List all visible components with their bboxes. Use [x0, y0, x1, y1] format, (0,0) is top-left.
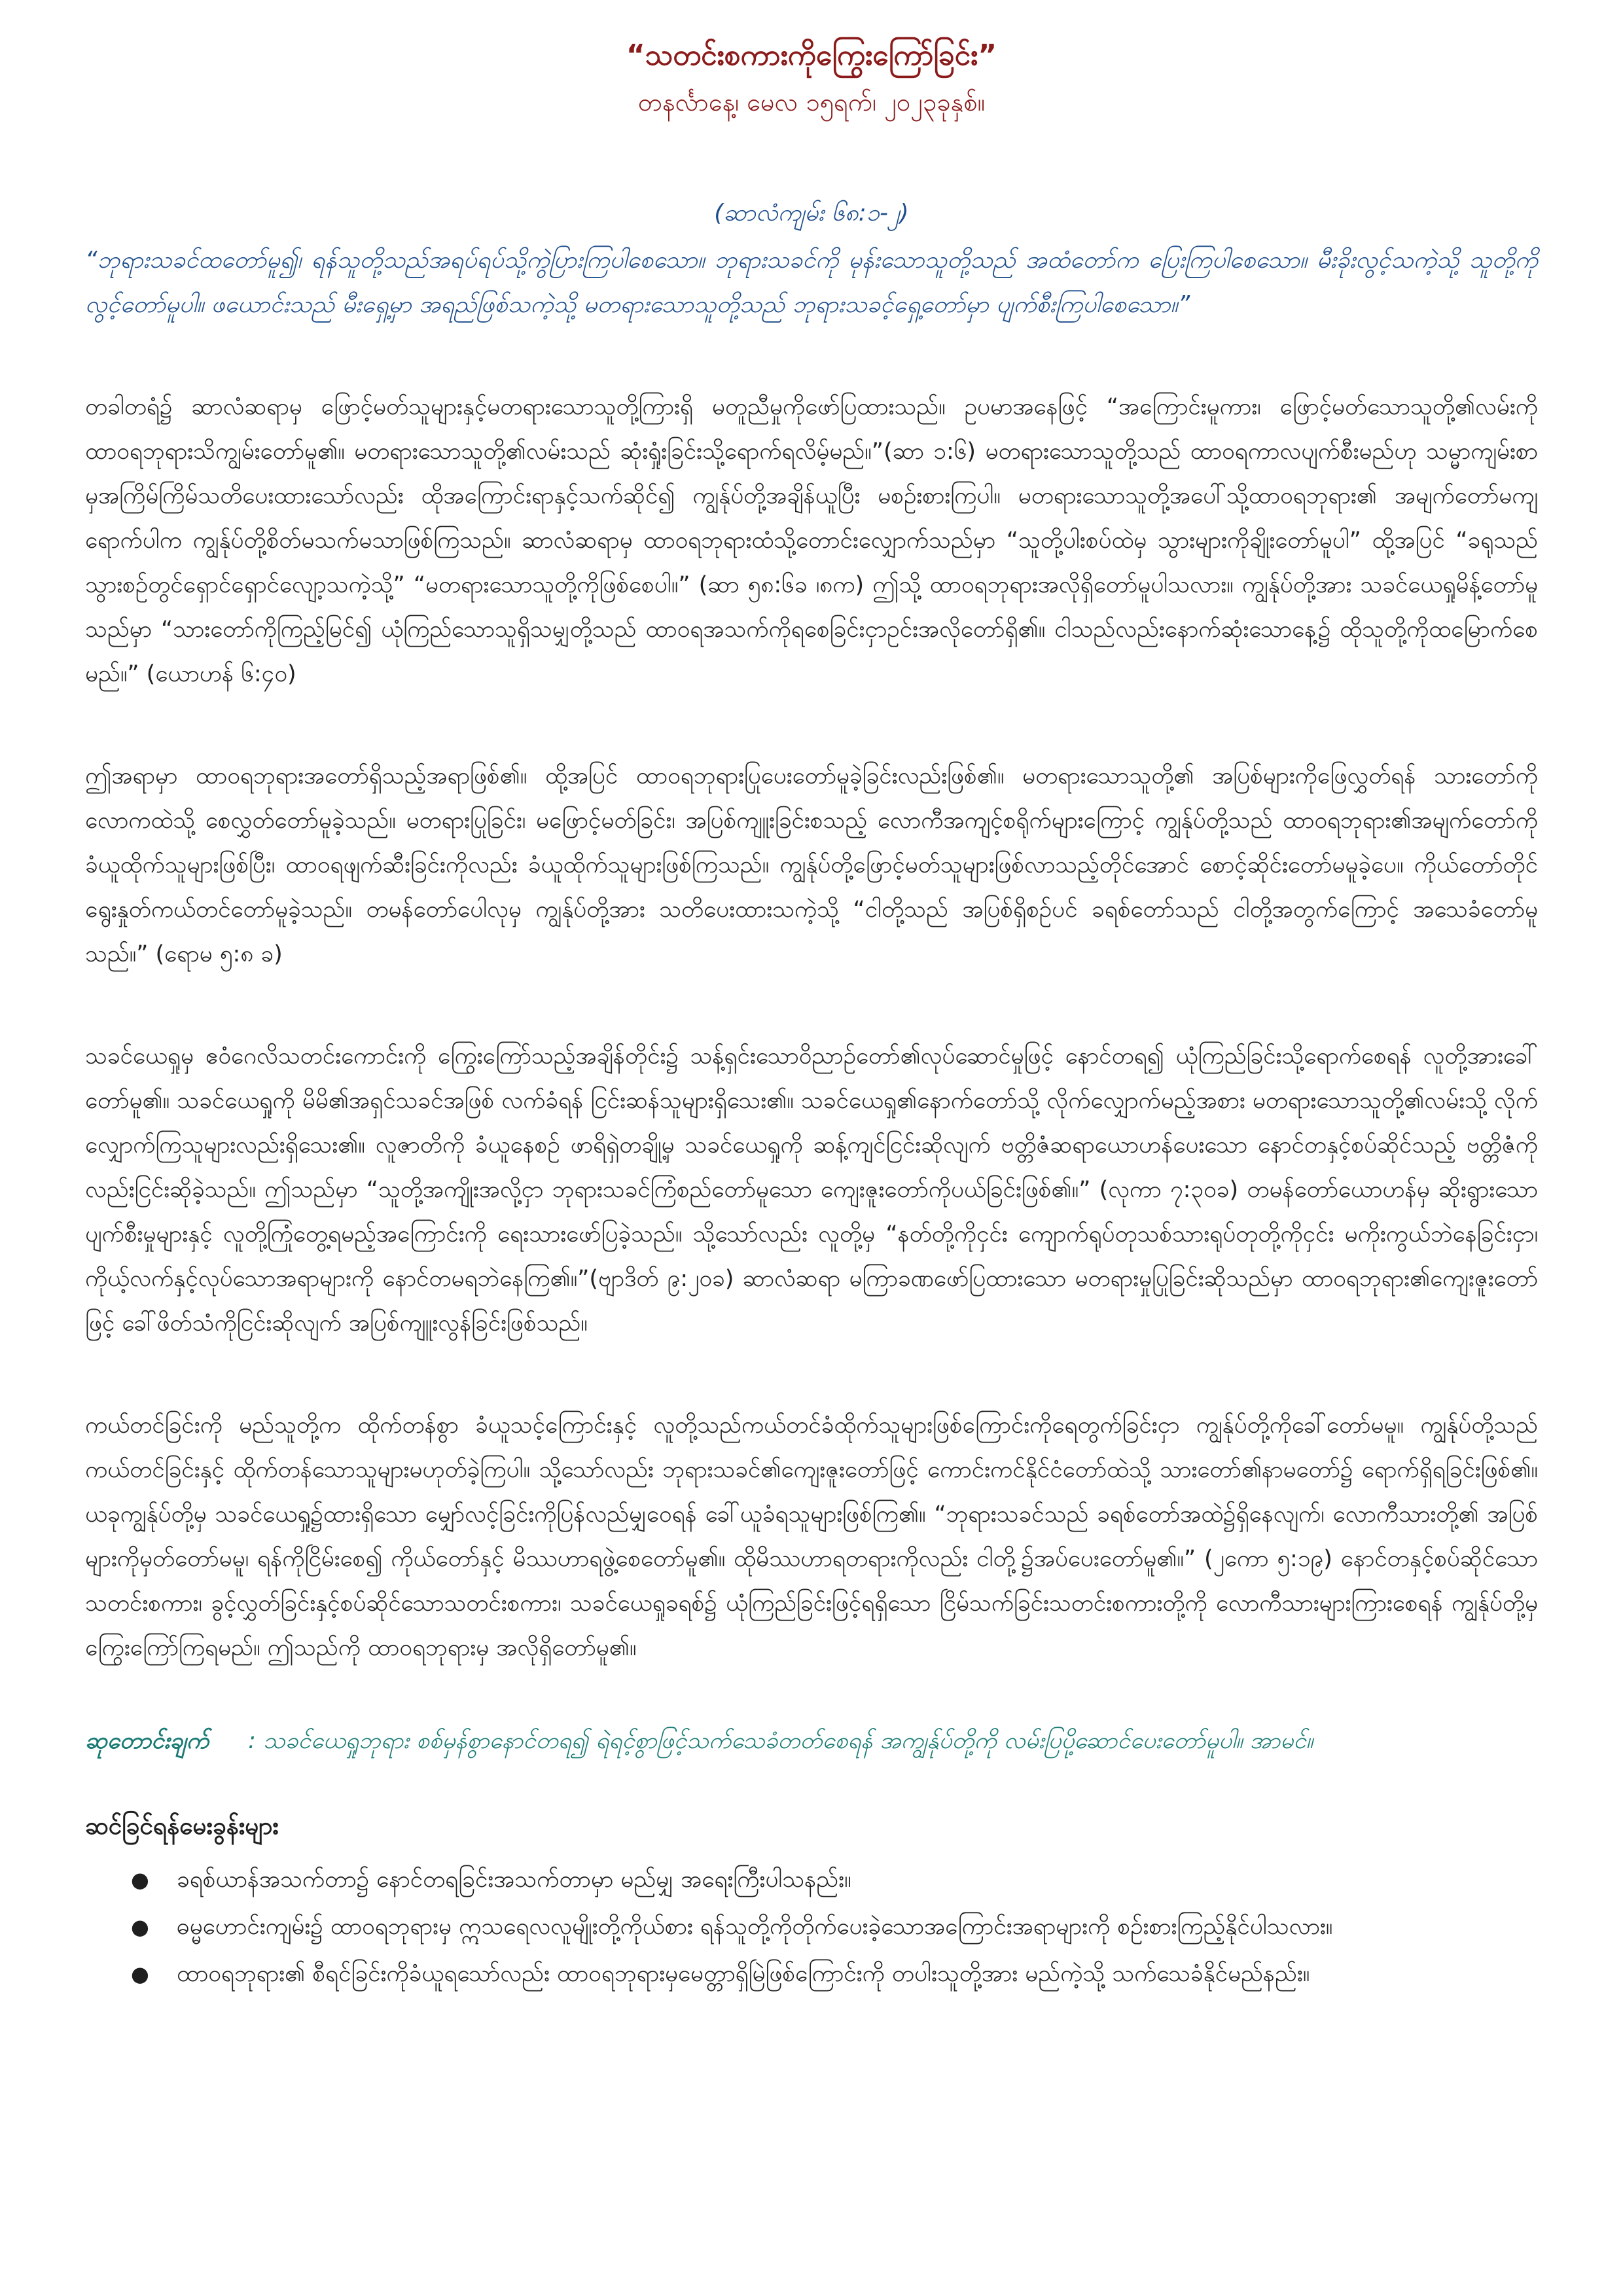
- bullet-icon: ●: [131, 1914, 149, 1939]
- bullet-icon: ●: [131, 1867, 149, 1892]
- bullet-icon: ●: [131, 1962, 149, 1986]
- questions-heading: ဆင်ခြင်ရန်မေးခွန်းများ: [85, 1812, 279, 1840]
- page-title: “သတင်းစကားကိုကြွေးကြော်ခြင်း”: [626, 39, 997, 72]
- devotional-page: [85, 26, 1538, 1999]
- paragraph-1: တခါတရံ၌ ဆာလံဆရာမှ ဖြောင့်မတ်သူများနှင့်မတရားသောသူတို့ကြားရှိ မတူညီမှုကိုဖော်ပြထားသည်။ ဥပမာအနေဖြင့် “အကြောင်းမူကား၊ ဖြောင့်မတ်သောသူတို့၏လမ်းကို ထာဝရဘုရားသိကျွမ်းတော်မူ၏။ မတရားသောသူတို့၏လမ်းသည် ဆုံးရှုံးခြင်းသို့ရောက်ရလိမ့်မည်။”(ဆာ ၁:၆) မတရားသောသူတို့သည် ထာဝရကာလပျက်စီးမည်ဟု သမ္မာကျမ်းစာမှအကြိမ်ကြိမ်သတိပေးထားသော်လည်း ထိုအကြောင်းရာနှင့်သက်ဆိုင်၍ ကျွန်ုပ်တို့အချိန်ယူပြီး မစဉ်းစားကြပါ။ မတရားသောသူတို့အပေါ်သို့ထာဝရဘုရား၏ အမျက်တော်မကျရောက်ပါက ကျွန်ုပ်တို့စိတ်မသက်မသာဖြစ်ကြသည်။ ဆာလံဆရာမှ ထာဝရဘုရားထံသို့တောင်းလျှောက်သည်မှာ “သူတို့ပါးစပ်ထဲမှ သွားများကိုချိုးတော်မူပါ” ထို့အပြင် “ခရုသည်သွားစဉ်တွင်ရှောင်ရှောင်လျော့သကဲ့သို့” “မတရားသောသူတို့ကိုဖြစ်စေပါ။” (ဆာ ၅၈:၆ခ ၊၈က) ဤသို့ ထာဝရဘုရားအလိုရှိတော်မူပါသလား။ ကျွန်ုပ်တို့အား သခင်ယေရှုမိန့်တော်မူသည်မှာ “သားတော်ကိုကြည့်မြင်၍ ယုံကြည်သောသူရှိသမျှတို့သည် ထာဝရအသက်ကိုရစေခြင်းငှာဥင်းအလိုတော်ရှိ၏။ ငါသည်လည်းနောက်ဆုံးသောနေ့၌ ထိုသူတို့ကိုထမြောက်စေမည်။” (ယောဟန် ၆:၄၀): [85, 394, 1538, 687]
- question-item: [85, 1905, 1538, 1949]
- page-date: တနင်္လာနေ့၊ မေလ ၁၅ရက်၊ ၂၀၂၃ခုနှစ်။: [637, 88, 986, 117]
- paragraph-4: ကယ်တင်ခြင်းကို မည်သူတို့က ထိုက်တန်စွာ ခံယူသင့်ကြောင်းနှင့် လူတို့သည်ကယ်တင်ခံထိုက်သူများဖြစ်ကြောင်းကိုရေတွက်ခြင်းငှာ ကျွန်ုပ်တို့ကိုခေါ်တော်မမူ။ ကျွန်ုပ်တို့သည်ကယ်တင်ခြင်းနှင့် ထိုက်တန်သောသူများမဟုတ်ခဲ့ကြပါ။ သို့သော်လည်း ဘုရားသခင်၏ကျေးဇူးတော်ဖြင့် ကောင်းကင်နိုင်ငံတော်ထဲသို့ သားတော်၏နာမတော်၌ ရောက်ရှိရခြင်းဖြစ်၏။ ယခုကျွန်ုပ်တို့မှ သခင်ယေရှု၌ထားရှိသော မျှော်လင့်ခြင်းကိုပြန်လည်မျှဝေရန် ခေါ်ယူခံရသူများဖြစ်ကြ၏။ “ဘုရားသခင်သည် ခရစ်တော်အထဲ၌ရှိနေလျက်၊ လောကီသားတို့၏ အပြစ်များကိုမှတ်တော်မမူ၊ ရန်ကိုငြိမ်းစေ၍ ကိုယ်တော်နှင့် မိဿဟာရဖွဲ့စေတော်မူ၏။ ထိုမိဿဟာရတရားကိုလည်း ငါတို့၌အပ်ပေးတော်မူ၏။” (၂ကော ၅:၁၉) နောင်တနှင့်စပ်ဆိုင်သော သတင်းစကား၊ ခွင့်လွှတ်ခြင်းနှင့်စပ်ဆိုင်သောသတင်းစကား၊ သခင်ယေရှုခရစ်၌ ယုံကြည်ခြင်းဖြင့်ရရှိသော ငြိမ်သက်ခြင်းသတင်းစကားတို့ကို လောကီသားများကြားစေရန် ကျွန်ုပ်တို့မှ ကြွေးကြော်ကြရမည်။ ဤသည်ကို ထာဝရဘုရားမှ အလိုရှိတော်မူ၏။: [85, 1412, 1538, 1661]
- prayer-text: : သခင်ယေရှုဘုရား စစ်မှန်စွာနောင်တရ၍ ရဲရင့်စွာဖြင့်သက်သေခံတတ်စေရန် အကျွန်ုပ်တို့ကို လမ်းပြပို့ဆောင်ပေးတော်မူပါ။ အာမင်။: [248, 1728, 1313, 1754]
- paragraph-2: ဤအရာမှာ ထာဝရဘုရားအတော်ရှိသည့်အရာဖြစ်၏။ ထို့အပြင် ထာဝရဘုရားပြုပေးတော်မူခဲ့ခြင်းလည်းဖြစ်၏။ မတရားသောသူတို့၏ အပြစ်များကိုဖြေလွှတ်ရန် သားတော်ကိုလောကထဲသို့ စေလွှတ်တော်မူခဲ့သည်။ မတရားပြုခြင်း၊ မဖြောင့်မတ်ခြင်း၊ အပြစ်ကျူးခြင်းစသည့် လောကီအကျင့်စရိုက်များကြောင့် ကျွန်ုပ်တို့သည် ထာဝရဘုရား၏အမျက်တော်ကို ခံယူထိုက်သူများဖြစ်ပြီး၊ ထာဝရဖျက်ဆီးခြင်းကိုလည်း ခံယူထိုက်သူများဖြစ်ကြသည်။ ကျွန်ုပ်တို့ဖြောင့်မတ်သူများဖြစ်လာသည့်တိုင်အောင် စောင့်ဆိုင်းတော်မမူခဲ့ပေ။ ကိုယ်တော်တိုင်ရွေးနှုတ်ကယ်တင်တော်မူခဲ့သည်။ တမန်တော်ပေါလုမှ ကျွန်ုပ်တို့အား သတိပေးထားသကဲ့သို့ “ငါတို့သည် အပြစ်ရှိစဉ်ပင် ခရစ်တော်သည် ငါတို့အတွက်ကြောင့် အသေခံတော်မူသည်။” (ရောမ ၅:၈ ခ): [85, 763, 1538, 967]
- question-text: ဓမ္မဟောင်းကျမ်း၌ ထာဝရဘုရားမှ ဣသရေလလူမျိုးတို့ကိုယ်စား ရန်သူတို့ကိုတိုက်ပေးခဲ့သောအကြောင်းအရာများကို စဉ်းစားကြည့်နိုင်ပါသလား။: [177, 1914, 1333, 1940]
- scripture-quote: “ဘုရားသခင်ထတော်မူ၍၊ ရန်သူတို့သည်အရပ်ရပ်သို့ကွဲပြားကြပါစေသော။ ဘုရားသခင်ကို မုန်းသောသူတို့သည် အထံတော်က ပြေးကြပါစေသော။ မီးခိုးလွင့်သကဲ့သို့ သူတို့ကိုလွင့်တော်မူပါ။ ဖယောင်းသည် မီးရှေ့မှာ အရည်ဖြစ်သကဲ့သို့ မတရားသောသူတို့သည် ဘုရားသခင့်ရှေ့တော်မှာ ပျက်စီးကြပါစေသော။”: [85, 247, 1538, 318]
- questions-list: [85, 1857, 1538, 1996]
- question-text: ထာဝရဘုရား၏ စီရင်ခြင်းကိုခံယူရသော်လည်း ထာဝရဘုရားမှမေတ္တာရှိမြဲဖြစ်ကြောင်းကို တပါးသူတို့အား မည်ကဲ့သို့ သက်သေခံနိုင်မည်နည်း။: [177, 1961, 1310, 1987]
- question-text: ခရစ်ယာန်အသက်တာ၌ နောင်တရခြင်းအသက်တာမှာ မည်မျှ အရေးကြီးပါသနည်း။: [177, 1867, 851, 1893]
- question-item: [85, 1857, 1538, 1902]
- prayer-label: ဆုတောင်းချက်: [85, 1728, 209, 1754]
- paragraph-3: သခင်ယေရှုမှ ဧဝံဂေလိသတင်းကောင်းကို ကြွေးကြော်သည့်အချိန်တိုင်း၌ သန့်ရှင်းသောဝိညာဉ်တော်၏လုပ်ဆောင်မှုဖြင့် နောင်တရ၍ ယုံကြည်ခြင်းသို့ရောက်စေရန် လူတို့အားခေါ်တော်မူ၏။ သခင်ယေရှုကို မိမိ၏အရှင်သခင်အဖြစ် လက်ခံရန် ငြင်းဆန်သူများရှိသေး၏။ သခင်ယေရှု၏နောက်တော်သို့ လိုက်လျှောက်မည့်အစား မတရားသောသူတို့၏လမ်းသို့ လိုက်လျှောက်ကြသူများလည်းရှိသေး၏။ လူဇာတိကို ခံယူနေစဉ် ဖာရိရှဲတချို့မှ သခင်ယေရှုကို ဆန့်ကျင်ငြင်းဆိုလျက် ဗတ္တိဇံဆရာယောဟန်ပေးသော နောင်တနှင့်စပ်ဆိုင်သည့် ဗတ္တိဇံကိုလည်းငြင်းဆိုခဲ့သည်။ ဤသည်မှာ “သူတို့အကျိုးအလို့ငှာ ဘုရားသခင်ကြံစည်တော်မူသော ကျေးဇူးတော်ကိုပယ်ခြင်းဖြစ်၏။” (လုကာ ၇:၃၀ခ) တမန်တော်ယောဟန်မှ ဆိုးရွားသောပျက်စီးမှုများနှင့် လူတို့ကြုံတွေ့ရမည့်အကြောင်းကို ရေးသားဖော်ပြခဲ့သည်။ သို့သော်လည်း လူတို့မှ “နတ်တို့ကိုငှင်း ကျောက်ရုပ်တုသစ်သားရုပ်တုတို့ကိုငှင်း မကိုးကွယ်ဘဲနေခြင်းငှာ၊ ကိုယ့်လက်နှင့်လုပ်သောအရာများကို နောင်တမရဘဲနေကြ၏။”(ဗျာဒိတ် ၉:၂၀ခ) ဆာလံဆရာ မကြာခဏဖော်ပြထားသော မတရားမှုပြုခြင်းဆိုသည်မှာ ထာဝရဘုရား၏ကျေးဇူးတော်ဖြင့် ခေါ်ဖိတ်သံကိုငြင်းဆိုလျက် အပြစ်ကျူးလွန်ခြင်းဖြစ်သည်။: [85, 1043, 1538, 1336]
- question-item: [85, 1952, 1538, 1996]
- scripture-reference: (ဆာလံကျမ်း ၆၈:၁-၂): [714, 200, 909, 226]
- prayer: [85, 1721, 1538, 1761]
